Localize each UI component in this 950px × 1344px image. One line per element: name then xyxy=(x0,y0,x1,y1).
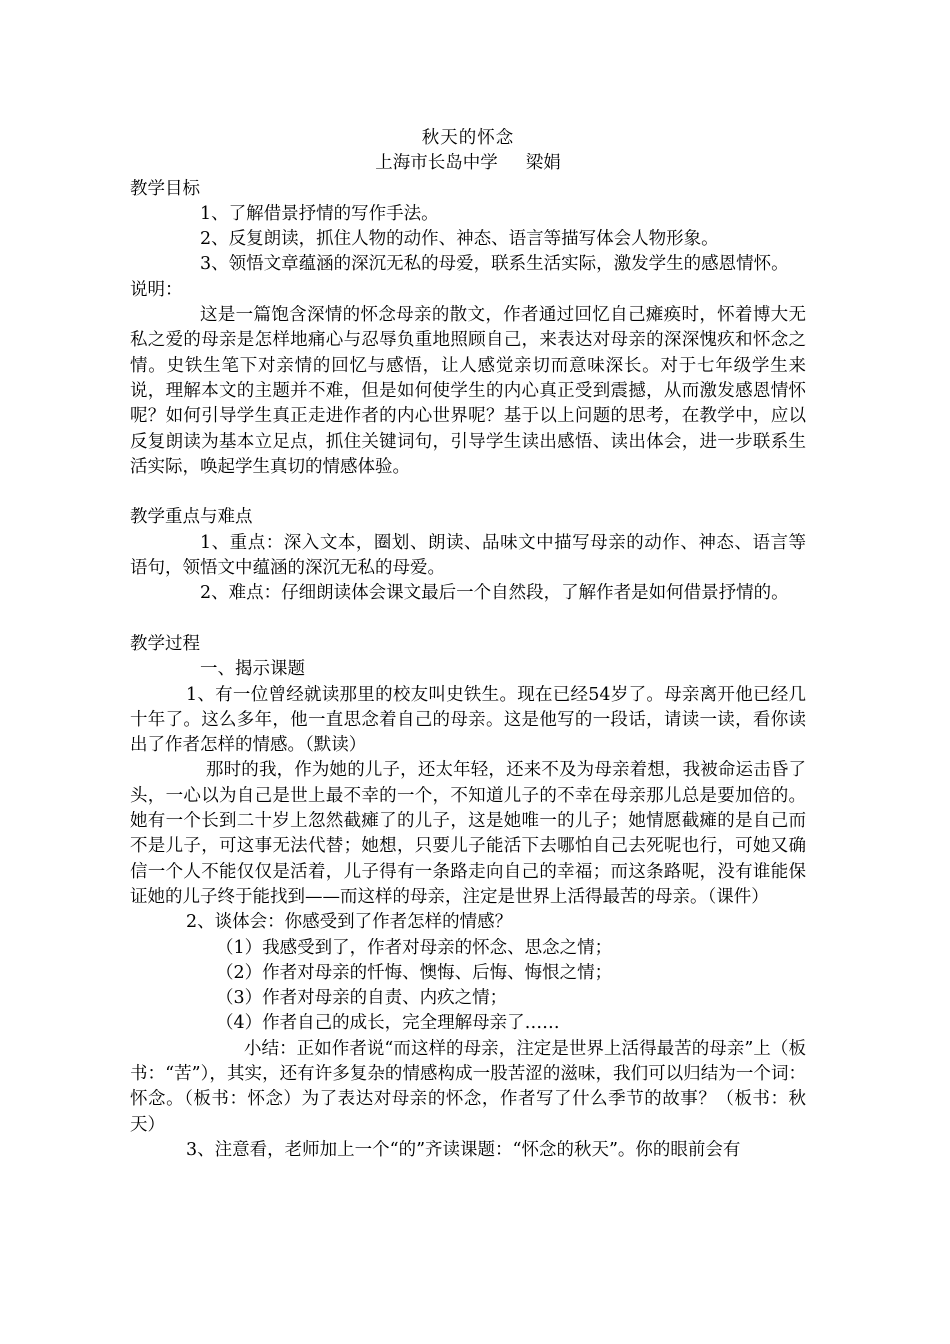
school-name: 上海市长岛中学 xyxy=(375,153,498,174)
author-line xyxy=(130,151,806,176)
process-step-1: 1、有一位曾经就读那里的校友叫史铁生。现在已经54岁了。母亲离开他已经几十年了。这么多年，他一直思念着自己的母亲。这是他写的一段话，请读一读，看你读出了作者怎样的情感。（默读） xyxy=(130,684,806,756)
summary-paragraph: 小结：正如作者说“而这样的母亲，注定是世界上活得最苦的母亲”上（板书：“苦”），其实，还有许多复杂的情感构成一股苦涩的滋味，我们可以归结为一个词：怀念。（板书：怀念）为了表达对母亲的怀念，作者写了什么季节的故事？（板书：秋天） xyxy=(130,1038,806,1135)
explanation-heading: 说明： xyxy=(130,279,183,300)
answer-item-1: （1）我感受到了，作者对母亲的怀念、思念之情； xyxy=(216,937,613,958)
objective-item-2: 2、反复朗读，抓住人物的动作、神态、语言等描写体会人物形象。 xyxy=(200,229,719,250)
objective-item-1: 1、了解借景抒情的写作手法。 xyxy=(200,203,439,224)
document-body xyxy=(130,126,806,1163)
spacer xyxy=(130,480,806,505)
objective-item-3: 3、领悟文章蕴涵的深沉无私的母爱，联系生活实际，激发学生的感恩情怀。 xyxy=(200,254,789,275)
key-points-heading: 教学重点与难点 xyxy=(130,507,253,528)
answer-item-4: （4）作者自己的成长，完全理解母亲了…… xyxy=(216,1013,560,1034)
process-step-3: 3、注意看，老师加上一个“的”齐读课题：“怀念的秋天”。你的眼前会有 xyxy=(186,1139,741,1160)
key-point-item-1: 1、重点：深入文本，圈划、朗读、品味文中描写母亲的动作、神态、语言等语句，领悟文中蕴涵的深沉无私的母爱。 xyxy=(130,532,806,579)
objectives-heading: 教学目标 xyxy=(130,178,200,199)
explanation-paragraph: 这是一篇饱含深情的怀念母亲的散文，作者通过回忆自己瘫痪时，怀着博大无私之爱的母亲是怎样地痛心与忍辱负重地照顾自己，来表达对母亲的深深愧疚和怀念之情。史铁生笔下对亲情的回忆与感悟，让人感觉亲切而意味深长。对于七年级学生来说，理解本文的主题并不难，但是如何使学生的内心真正受到震撼，从而激发感恩情怀呢？如何引导学生真正走进作者的内心世界呢？基于以上问题的思考，在教学中，应以反复朗读为基本立足点，抓住关键词句，引导学生读出感悟、读出体会，进一步联系生活实际，唤起学生真切的情感体验。 xyxy=(130,305,806,477)
answer-item-3: （3）作者对母亲的自责、内疚之情； xyxy=(216,988,508,1009)
process-step-2: 2、谈体会：你感受到了作者怎样的情感？ xyxy=(186,912,513,933)
process-section-1: 一、揭示课题 xyxy=(200,659,305,680)
document-title: 秋天的怀念 xyxy=(421,128,515,148)
key-point-item-2: 2、难点：仔细朗读体会课文最后一个自然段，了解作者是如何借景抒情的。 xyxy=(200,583,789,604)
quoted-passage: 那时的我，作为她的儿子，还太年轻，还来不及为母亲着想，我被命运击昏了头，一心以为自己是世上最不幸的一个，不知道儿子的不幸在母亲那儿总是要加倍的。她有一个长到二十岁上忽然截瘫了的儿子，这是她唯一的儿子；她情愿截瘫的是自己而不是儿子，可这事无法代替；她想，只要儿子能活下去哪怕自己去死呢也行，可她又确信一个人不能仅仅是活着，儿子得有一条路走向自己的幸福；而这条路呢，没有谁能保证她的儿子终于能找到——而这样的母亲，注定是世界上活得最苦的母亲。（课件） xyxy=(130,760,806,907)
process-heading: 教学过程 xyxy=(130,633,200,654)
spacer xyxy=(130,607,806,632)
answer-item-2: （2）作者对母亲的忏悔、懊悔、后悔、悔恨之情； xyxy=(216,962,613,983)
author-name: 梁娟 xyxy=(525,153,561,174)
